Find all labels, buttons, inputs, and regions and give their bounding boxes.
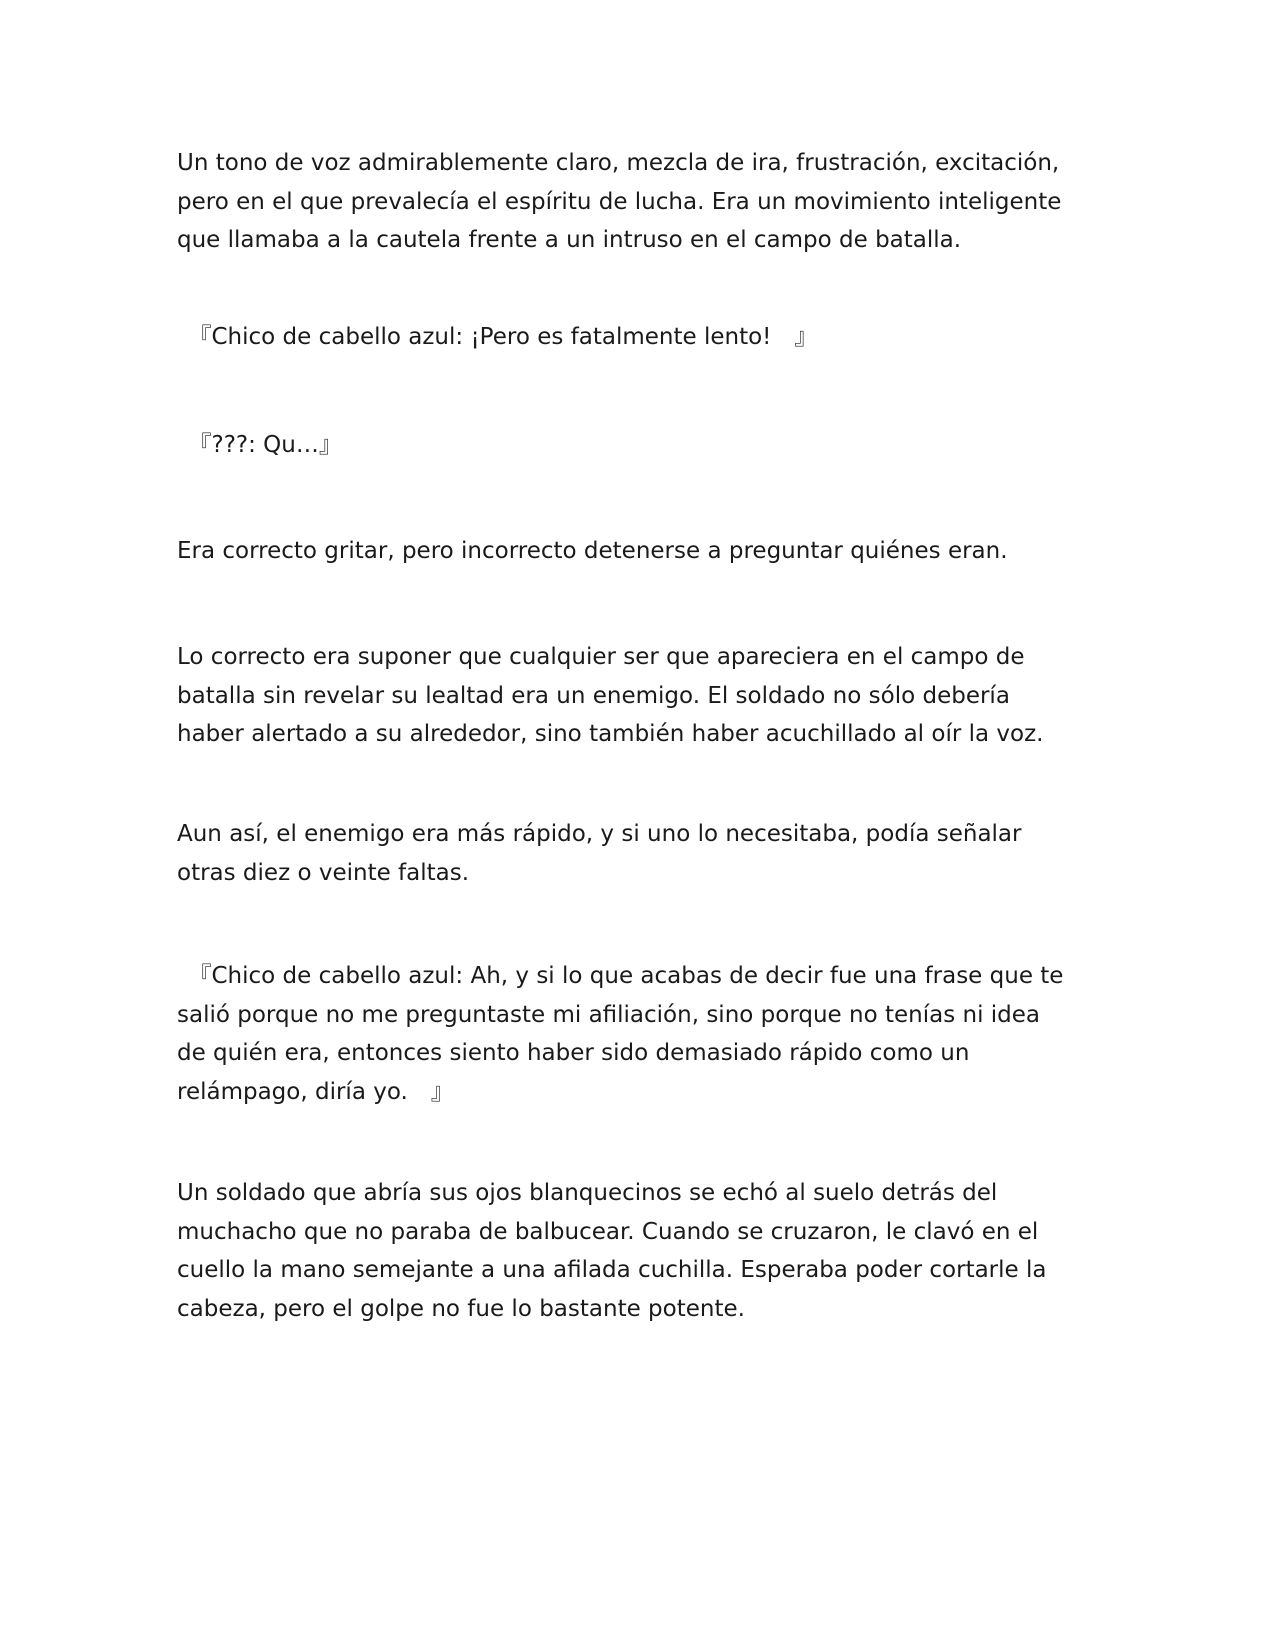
dialogue-line-1: 『Chico de cabello azul: ¡Pero es fatalmente lento! 』 (177, 324, 818, 350)
paragraph-5: Un soldado que abría sus ojos blanquecinos se echó al suelo detrás del muchacho que no paraba de balbucear. Cuando se cruzaron, le clavó en el cuello la mano semejante a una afilada cuchilla. Esperaba poder cortarle la cabeza, pero el golpe no fue lo bastante potente. (177, 1180, 1047, 1322)
paragraph-1: Un tono de voz admirablemente claro, mezcla de ira, frustración, excitación, pero en el que prevalecía el espíritu de lucha. Era un movimiento inteligente que llamaba a la cautela frente a un intruso en el campo de batalla. (177, 150, 1062, 253)
paragraph-2: Era correcto gritar, pero incorrecto detenerse a preguntar quiénes eran. (177, 538, 1008, 564)
paragraph-4: Aun así, el enemigo era más rápido, y si uno lo necesitaba, podía señalar otras diez o veinte faltas. (177, 821, 1022, 886)
dialogue-line-3: 『Chico de cabello azul: Ah, y si lo que acabas de decir fue una frase que te salió porque no me preguntaste mi afiliación, sino porque no tenías ni idea de quién era, entonces siento haber sido demasiado rápido como un relámpago, diría yo. 』 (177, 963, 1064, 1105)
paragraph-3: Lo correcto era suponer que cualquier ser que apareciera en el campo de batalla sin revelar su lealtad era un enemigo. El soldado no sólo debería haber alertado a su alrededor, sino también haber acuchillado al oír la voz. (177, 644, 1044, 747)
dialogue-line-2: 『???: Qu…』 (177, 432, 342, 458)
